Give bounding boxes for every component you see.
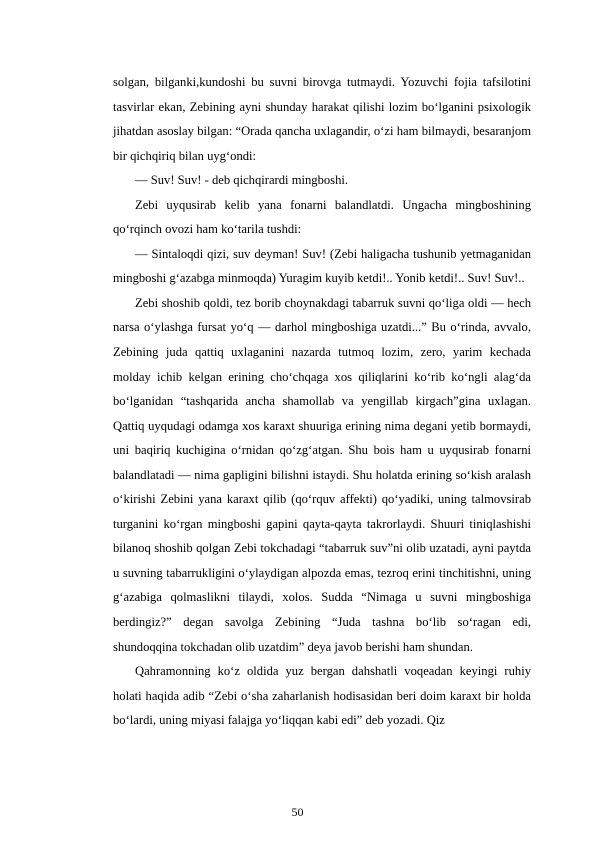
document-body: [113, 70, 531, 733]
paragraph-1: solgan, bilganki,kundoshi bu suvni birovga tutmaydi. Yozuvchi fojia tafsilotini tasvirlar ekan, Zebining ayni shunday harakat qilishi lozim bo‘lganini psixologik jihatdan asoslay bilgan: “Orada qancha uxlagandir, o‘zi ham bilmaydi, besaranjom bir qichqiriq bilan uyg‘ondi:: [113, 75, 531, 163]
page-number: 50: [291, 805, 304, 819]
paragraph-3: Zebi uyqusirab kelib yana fonarni balandlatdi. Ungacha mingboshining qo‘rqinch ovozi ham ko‘tarila tushdi:: [113, 197, 531, 237]
paragraph-4-dialogue: — Sintaloqdi qizi, suv deyman! Suv! (Zebi haligacha tushunib yetmaganidan mingboshi g‘azabga minmoqda) Yuragim kuyib ketdi!.. Yonib ketdi!.. Suv! Suv!..: [113, 246, 531, 286]
paragraph-6: Qahramonning ko‘z oldida yuz bergan dahshatli voqeadan keyingi ruhiy holati haqida adib “Zebi o‘sha zaharlanish hodisasidan beri doim karaxt bir holda bo‘lardi, uning miyasi falajga yo‘liqqan kabi edi” deb yozadi. Qiz: [113, 664, 531, 728]
paragraph-2-dialogue: — Suv! Suv! - deb qichqirardi mingboshi.: [135, 173, 349, 188]
paragraph-5: Zebi shoshib qoldi, tez borib choynakdagi tabarruk suvni qo‘liga oldi — hech narsa o‘ylashga fursat yo‘q — darhol mingboshiga uzatdi...” Bu o‘rinda, avvalo, Zebining juda qattiq uxlaganini nazarda tutmoq lozim, zero, yarim kechada molday ichib kelgan erining cho‘chqaga xos qiliqlarini ko‘rib ko‘ngli alag‘da bo‘lganidan “tashqarida ancha shamollab va yengillab kirgach”gina uxlagan. Qattiq uyqudagi odamga xos karaxt shuuriga erining nima degani yetib bormaydi, uni baqiriq kuchigina o‘rnidan qo‘zg‘atgan. Shu bois ham u uyqusirab fonarni balandlatadi — nima gapligini bilishni istaydi. Shu holatda erining so‘kish aralash o‘kirishi Zebini yana karaxt qilib (qo‘rquv affekti) qo‘yadiki, uning talmovsirab turganini ko‘rgan mingboshi gapini qayta-qayta takrorlaydi. Shuuri tiniqlashishi bilanoq shoshib qolgan Zebi tokchadagi “tabarruk suv”ni olib uzatadi, ayni paytda u suvning tabarrukligini o‘ylaydigan alpozda emas, tezroq erini tinchitishni, uning g‘azabiga qolmaslikni tilaydi, xolos. Sudda “Nimaga u suvni mingboshiga berdingiz?” degan savolga Zebining “Juda tashna bo‘lib so‘ragan edi, shundoqqina tokchadan olib uzatdim” deya javob berishi ham shundan.: [113, 295, 531, 654]
